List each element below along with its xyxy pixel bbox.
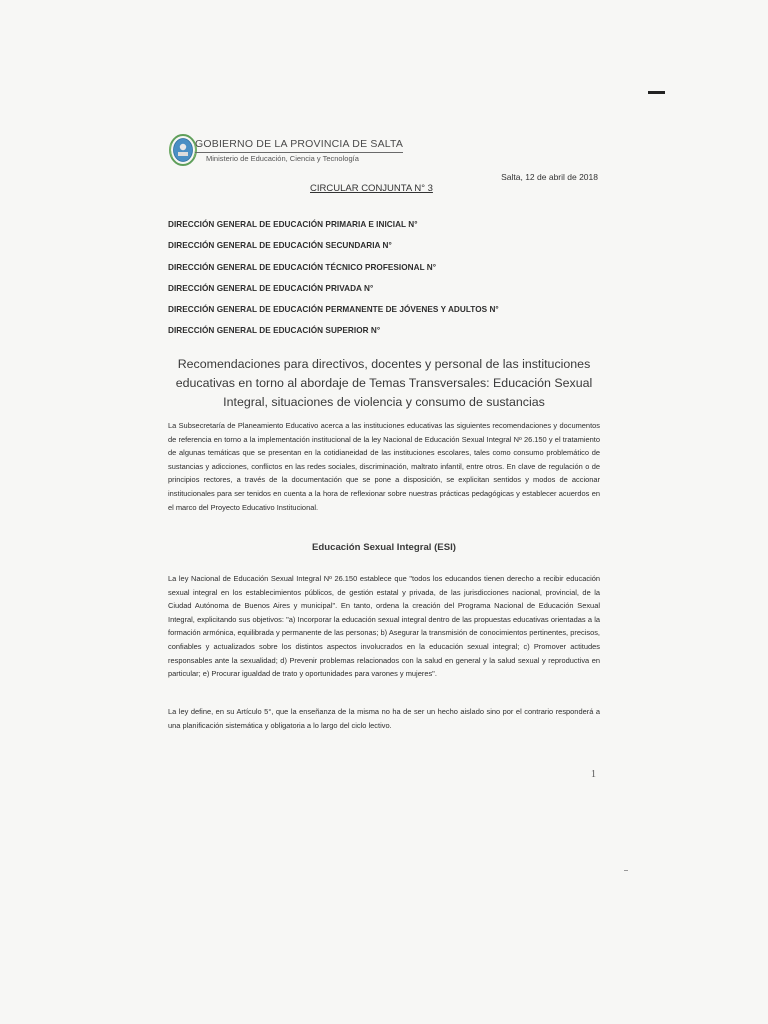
- direction-superior: DIRECCIÓN GENERAL DE EDUCACIÓN SUPERIOR N°: [168, 326, 381, 336]
- scan-artifact-mark: [648, 91, 665, 94]
- document-date: Salta, 12 de abril de 2018: [501, 172, 598, 182]
- esi-paragraph: La ley Nacional de Educación Sexual Integral Nº 26.150 establece que "todos los educandos tienen derecho a recibir educación sexual integral en los establecimientos públicos, de gestión estatal y privada, de las jurisdicciones nacional, provincial, de la Ciudad Autónoma de Buenos Aires y municipal". En tanto, ordena la creación del Programa Nacional de Educación Sexual Integral, explicitando sus objetivos: "a) Incorporar la educación sexual integral dentro de las propuestas educativas orientadas a la formación armónica, equilibrada y permanente de las personas; b) Asegurar la transmisión de conocimientos pertinentes, precisos, confiables y actualizados sobre los distintos aspectos involucrados en la educación sexual integral; c) Promover actitudes responsables ante la sexualidad; d) Prevenir problemas relacionados con la salud en general y la salud sexual y reproductiva en particular; e) Procurar igualdad de trato y oportunidades para varones y mujeres".: [168, 574, 600, 679]
- direction-tecnico: DIRECCIÓN GENERAL DE EDUCACIÓN TÉCNICO PROFESIONAL N°: [168, 262, 437, 272]
- esi-article-paragraph: La ley define, en su Artículo 5°, que la enseñanza de la misma no ha de ser un hecho aislado sino por el contrario responderá a una planificación sistemática y obligatoria a lo largo del ciclo lectivo.: [168, 707, 600, 730]
- ministry-name: Ministerio de Educación, Ciencia y Tecnología: [206, 154, 359, 163]
- direction-primaria: DIRECCIÓN GENERAL DE EDUCACIÓN PRIMARIA E INICIAL N°: [168, 220, 418, 229]
- provincial-seal-icon: [168, 133, 198, 167]
- page-number: 1: [591, 769, 596, 780]
- recipient-directions: [168, 219, 588, 347]
- letterhead: [168, 133, 588, 173]
- scan-artifact-dot: [624, 870, 628, 871]
- direction-permanente: DIRECCIÓN GENERAL DE EDUCACIÓN PERMANENTE DE JÓVENES Y ADULTOS N°: [168, 305, 499, 315]
- section-title: Educación Sexual Integral (ESI): [312, 542, 456, 553]
- direction-secundaria: DIRECCIÓN GENERAL DE EDUCACIÓN SECUNDARIA N°: [168, 241, 392, 251]
- intro-paragraph: La Subsecretaría de Planeamiento Educativo acerca a las instituciones educativas las siguientes recomendaciones y documentos de referencia en torno a la implementación institucional de la ley Nacional de Educación Sexual Integral Nº 26.150 y el tratamiento de algunas temáticas que se presentan en la cotidianeidad de las instituciones escolares, tales como consumo problemático de sustancias y adicciones, conflictos en las redes sociales, discriminación, maltrato infantil, entre otros. En clave de regulación o de principios rectores, a través de la documentación que se pone a disposición, se explicitan sentidos y modos de accionar institucionales para ser tenidos en cuenta a la hora de reflexionar sobre nuestras prácticas pedagógicas y establecer acuerdos en el marco del Proyecto Educativo Institucional.: [168, 421, 600, 512]
- document-title: Recomendaciones para directivos, docentes y personal de las instituciones educativas en torno al abordaje de Temas Transversales: Educación Sexual Integral, situaciones de violencia y consumo de sustancias: [175, 357, 593, 409]
- government-name: GOBIERNO DE LA PROVINCIA DE SALTA: [195, 138, 403, 153]
- circular-title: CIRCULAR CONJUNTA N° 3: [310, 183, 433, 194]
- direction-privada: DIRECCIÓN GENERAL DE EDUCACIÓN PRIVADA N°: [168, 283, 374, 293]
